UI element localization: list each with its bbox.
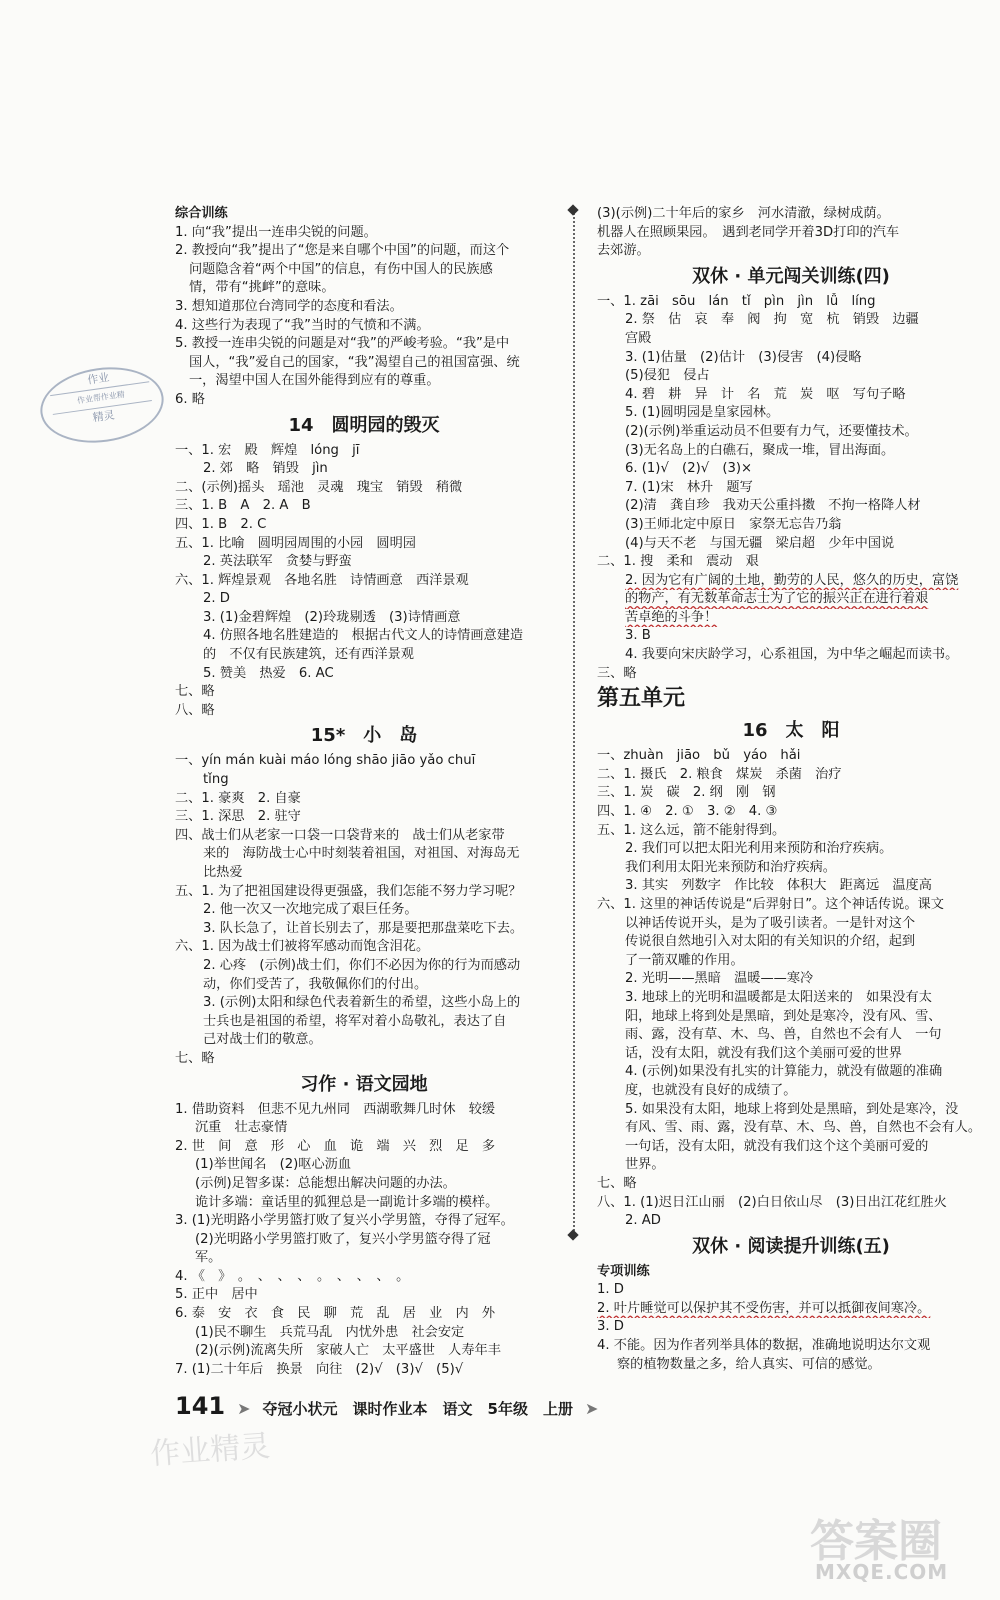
answer-line: 情，带有“挑衅”的意味。 xyxy=(189,280,335,296)
answer-line: (示例)足智多谋：总能想出解决问题的办法。 xyxy=(195,1175,456,1191)
answer-line: 2. 心疼 (示例)战士们，你们不必因为你的行为而感动 xyxy=(203,957,521,973)
answer-line: 三、1. 炭 碳 2. 纲 刚 钢 xyxy=(597,785,776,801)
answer-line: (2)清 龚自珍 我劝天公重抖擞 不拘一格降人材 xyxy=(625,498,921,514)
answer-line: 有风、雪、雨、露，没有草、木、鸟、兽，自然也不会有人。 xyxy=(625,1120,982,1136)
section-heading: 15* 小 岛 xyxy=(310,725,418,747)
answer-line: 一、1. zāi sōu lán tǐ pìn jìn lǚ líng xyxy=(597,293,876,309)
answer-line: 五、1. 为了把祖国建设得更强盛，我们怎能不努力学习呢？ xyxy=(175,883,522,899)
answer-line: 察的植物数量之多，给人真实、可信的感觉。 xyxy=(617,1356,881,1372)
answer-line: 问题隐含着“两个中国”的信息，有伤中国人的民族感 xyxy=(189,261,493,277)
answer-line: 来的 海防战士心中时刻装着祖国，对祖国、对海岛无 xyxy=(203,846,520,862)
answer-line: 3. (1)估量 (2)估计 (3)侵害 (4)侵略 xyxy=(625,349,862,365)
answer-line: (4)与天不老 与国无疆 梁启超 少年中国说 xyxy=(625,535,895,551)
answer-line: 话，没有太阳，就没有我们这个美丽可爱的世界 xyxy=(625,1045,902,1061)
answer-line: 4. 碧 耕 异 计 名 荒 炭 呕 写句子略 xyxy=(625,386,906,402)
answer-line: 去郊游。 xyxy=(597,243,650,259)
answer-line: 阳，地球上将到处是黑暗，到处是寒冷，没有风、雪、 xyxy=(625,1008,942,1024)
answer-line: 5. 如果没有太阳，地球上将到处是黑暗，到处是寒冷，没 xyxy=(625,1101,959,1117)
answer-line: 6. 泰 安 衣 食 民 聊 荒 乱 居 业 内 外 xyxy=(175,1306,496,1322)
answer-line: 四、1. ④ 2. ① 3. ② 4. ③ xyxy=(597,804,778,820)
answer-line: 2. 祭 估 哀 奉 阀 拘 宽 杭 销毁 边疆 xyxy=(625,312,919,328)
answer-line: (3)无名岛上的白礁石，聚成一堆，冒出海面。 xyxy=(625,442,895,458)
right-column xyxy=(597,205,985,1374)
answer-line: 的物产，有无数革命志士为了它的振兴正在进行着艰 xyxy=(625,591,929,607)
answer-line: 世界。 xyxy=(625,1157,665,1173)
answer-line: 机器人在照顾果园。 遇到老同学开着3D打印的汽车 xyxy=(597,224,900,240)
answer-line: 2. D xyxy=(203,591,230,607)
answer-line: 八、1. (1)迟日江山丽 (2)白日依山尽 (3)日出江花红胜火 xyxy=(597,1194,947,1210)
answer-line: 一，渴望中国人在国外能得到应有的尊重。 xyxy=(189,373,440,389)
answer-line: 七、略 xyxy=(175,1050,215,1066)
watermark-logo: 答案圈 xyxy=(810,1516,942,1567)
answer-line: (1)举世闻名 (2)呕心沥血 xyxy=(195,1157,352,1173)
answer-line: 二、(示例)摇头 瑶池 灵魂 瑰宝 销毁 稍微 xyxy=(175,479,463,495)
answer-line: 一、zhuàn jiāo bǔ yáo hǎi xyxy=(597,748,801,764)
answer-line: 七、略 xyxy=(597,1175,637,1191)
answer-line: 四、1. B 2. C xyxy=(175,516,267,532)
answer-line: 的 不仅有民族建筑，还有西洋景观 xyxy=(203,647,414,663)
watermark-left: 作业精灵 xyxy=(149,1428,272,1473)
answer-line: 4. 不能。因为作者列举具体的数据，准确地说明达尔文观 xyxy=(597,1338,931,1354)
section-heading: 习作 · 语文园地 xyxy=(300,1073,428,1095)
answer-line: 2. 英法联军 贪婪与野蛮 xyxy=(203,554,352,570)
answer-line: 1. 向“我”提出一连串尖锐的问题。 xyxy=(175,224,377,240)
section-heading: 14 圆明园的毁灭 xyxy=(288,414,440,436)
answer-line: 4. 仿照各地名胜建造的 根据古代文人的诗情画意建造 xyxy=(203,628,524,644)
answer-line: 3. 其实 列数字 作比较 体积大 距离远 温度高 xyxy=(625,878,932,894)
answer-line: 2. 他一次又一次地完成了艰巨任务。 xyxy=(203,902,418,918)
answer-line: (1)民不聊生 兵荒马乱 内忧外患 社会安定 xyxy=(195,1324,465,1340)
answer-line: 综合训练 xyxy=(175,206,228,221)
answer-line: 诡计多端：童话里的狐狸总是一副诡计多端的模样。 xyxy=(195,1194,499,1210)
answer-line: 3. 地球上的光明和温暖都是太阳送来的 如果没有太 xyxy=(625,989,932,1005)
answer-line: 2. 叶片睡觉可以保护其不受伤害，并可以抵御夜间寒冷。 xyxy=(597,1300,931,1316)
arrow-icon: ➤ xyxy=(584,1399,599,1418)
answer-line: (5)侵犯 侵占 xyxy=(625,368,710,384)
answer-line: 4. 这些行为表现了“我”当时的气愤和不满。 xyxy=(175,317,430,333)
stamp-top: 作业 xyxy=(86,370,111,387)
footer xyxy=(175,1392,598,1420)
answer-line: 二、1. 豪爽 2. 自豪 xyxy=(175,790,301,806)
section-heading: 双休 · 单元闯关训练(四) xyxy=(692,265,890,287)
answer-line: 国人，“我”爱自己的国家，“我”渴望自己的祖国富强、统 xyxy=(189,354,520,370)
answer-line: 沉重 壮志豪情 xyxy=(195,1120,288,1136)
answer-line: 六、1. 因为战士们被将军感动而饱含泪花。 xyxy=(175,939,430,955)
answer-line: 5. 教授一连串尖锐的问题是对“我”的严峻考验。“我”是中 xyxy=(175,336,510,352)
answer-line: 六、1. 这里的神话传说是“后羿射日”。这个神话传说。课文 xyxy=(597,897,944,912)
answer-line: 1. 借助资料 但悲不见九州同 西湖歌舞几时休 较缓 xyxy=(175,1101,496,1117)
answer-line: 三、略 xyxy=(597,665,637,681)
answer-line: 2. 郊 略 销毁 jìn xyxy=(203,461,328,477)
answer-line: 雨、露，没有草、木、鸟、兽，自然也不会有人 一句 xyxy=(625,1027,942,1043)
answer-line: 7. (1)宋 林升 题写 xyxy=(625,479,753,495)
answer-line: 5. 正中 居中 xyxy=(175,1287,258,1303)
column-divider xyxy=(573,210,575,1235)
divider-pin-bottom xyxy=(567,1229,578,1240)
answer-line: 4. (示例)如果没有扎实的计算能力，就没有做题的准确 xyxy=(625,1064,943,1080)
section-heading: 双休 · 阅读提升训练(五) xyxy=(692,1235,890,1257)
answer-line: 一、yín mán kuài máo lóng shāo jiāo yǎo chuī xyxy=(175,753,476,769)
answer-line: 三、1. B A 2. A B xyxy=(175,498,311,514)
answer-line: 七、略 xyxy=(175,684,215,700)
answer-line: 3. B xyxy=(625,628,651,644)
answer-line: 3. (示例)太阳和绿色代表着新生的希望，这些小岛上的 xyxy=(203,995,521,1011)
answer-line: (3)(示例)二十年后的家乡 河水清澈，绿树成荫。 xyxy=(597,206,890,221)
answer-line: 2. 世 间 意 形 心 血 诡 端 兴 烈 足 多 xyxy=(175,1138,496,1154)
answer-line: 3. (1)光明路小学男篮打败了复兴小学男篮，夺得了冠军。 xyxy=(175,1213,514,1229)
answer-line: 动，你们受苦了，我敬佩你们的付出。 xyxy=(203,976,428,992)
answer-line: 军。 xyxy=(195,1250,222,1266)
answer-line: 八、略 xyxy=(175,702,215,718)
left-column xyxy=(175,205,553,1379)
answer-line: (3)王师北定中原日 家祭无忘告乃翁 xyxy=(625,516,842,532)
answer-line: 专项训练 xyxy=(597,1263,650,1279)
answer-line: 2. AD xyxy=(625,1213,661,1229)
answer-line: 苦卓绝的斗争！ xyxy=(625,609,718,625)
stamp-bottom: 精灵 xyxy=(91,408,116,425)
answer-line: 五、1. 比喻 圆明园周围的小园 圆明园 xyxy=(175,535,416,551)
watermark-url: MXQE.COM xyxy=(815,1560,949,1584)
section-heading: 第五单元 xyxy=(597,686,686,712)
answer-line: 我们利用太阳光来预防和治疗疾病。 xyxy=(625,859,836,875)
answer-line: 一、1. 宏 殿 辉煌 lóng jī xyxy=(175,442,360,458)
answer-line: 宫殿 xyxy=(625,330,652,346)
answer-line: 二、1. 搜 柔和 震动 艰 xyxy=(597,554,759,570)
answer-line: 己对战士们的敬意。 xyxy=(203,1032,322,1048)
answer-line: (2)光明路小学男篮打败了，复兴小学男篮夺得了冠 xyxy=(195,1231,491,1247)
answer-line: 比热爱 xyxy=(203,865,243,880)
answer-line: 以神话传说开头，是为了吸引读者。一是针对这个 xyxy=(625,915,916,931)
answer-line: 5. 赞美 热爱 6. AC xyxy=(203,665,334,681)
answer-line: 6. 略 xyxy=(175,391,205,407)
page-number: 141 xyxy=(175,1392,226,1420)
answer-line: 3. 想知道那位台湾同学的态度和看法。 xyxy=(175,298,403,314)
answer-line: 2. 我们可以把太阳光利用来预防和治疗疾病。 xyxy=(625,841,893,857)
answer-line: (2)(示例)流离失所 家破人亡 太平盛世 人寿年丰 xyxy=(195,1343,501,1359)
answer-line: 四、战士们从老家一口袋一口袋背来的 战士们从老家带 xyxy=(175,827,505,843)
stamp-mid: 作业帮作业精 xyxy=(50,381,152,415)
answer-line: 3. D xyxy=(597,1319,624,1335)
answer-line: 3. (1)金碧辉煌 (2)玲珑剔透 (3)诗情画意 xyxy=(203,609,461,625)
answer-line: 6. (1)√ (2)√ (3)× xyxy=(625,461,753,477)
answer-line: 7. (1)二十年后 换景 向往 (2)√ (3)√ (5)√ xyxy=(175,1361,464,1377)
answer-line: 4. 我要向宋庆龄学习，心系祖国，为中华之崛起而读书。 xyxy=(625,647,959,663)
divider-pin-top xyxy=(567,204,578,215)
answer-line: (2)(示例)举重运动员不但要有力气，还要懂技术。 xyxy=(625,423,918,439)
arrow-icon: ➤ xyxy=(237,1399,251,1418)
answer-line: 2. 教授向“我”提出了“您是来自哪个中国”的问题，而这个 xyxy=(175,243,510,259)
answer-line: 二、1. 摄氏 2. 粮食 煤炭 杀菌 治疗 xyxy=(597,766,842,782)
answer-line: 3. 队长急了，让首长别去了，那是要把那盘菜吃下去。 xyxy=(203,920,524,936)
answer-line: 六、1. 辉煌景观 各地名胜 诗情画意 西洋景观 xyxy=(175,572,469,588)
answer-line: 士兵也是祖国的希望，将军对着小岛敬礼，表达了自 xyxy=(203,1013,507,1029)
answer-line: tǐng xyxy=(203,772,229,788)
answer-line: 一句话，没有太阳，就没有我们这个这个美丽可爱的 xyxy=(625,1138,929,1154)
answer-line: 传说很自然地引入对太阳的有关知识的介绍，起到 xyxy=(625,934,916,950)
section-heading: 16 太 阳 xyxy=(742,720,840,742)
stamp xyxy=(35,360,168,451)
answer-line: 了一箭双雕的作用。 xyxy=(625,952,744,968)
answer-line: 三、1. 深思 2. 驻守 xyxy=(175,809,301,825)
answer-line: 5. (1)圆明园是皇家园林。 xyxy=(625,405,780,421)
answer-line: 2. 光明——黑暗 温暖——寒冷 xyxy=(625,971,814,987)
answer-line: 五、1. 这么远，箭不能射得到。 xyxy=(597,822,786,838)
answer-line: 4. 《 》 。 、 、 、 。 、 、 、 。 xyxy=(175,1268,410,1284)
answer-line: 2. 因为它有广阔的土地，勤劳的人民，悠久的历史，富饶 xyxy=(625,572,959,588)
footer-text: 夺冠小状元 课时作业本 语文 5年级 上册 xyxy=(262,1400,573,1418)
answer-line: 1. D xyxy=(597,1282,624,1298)
answer-line: 度，也就没有良好的成绩了。 xyxy=(625,1082,797,1098)
